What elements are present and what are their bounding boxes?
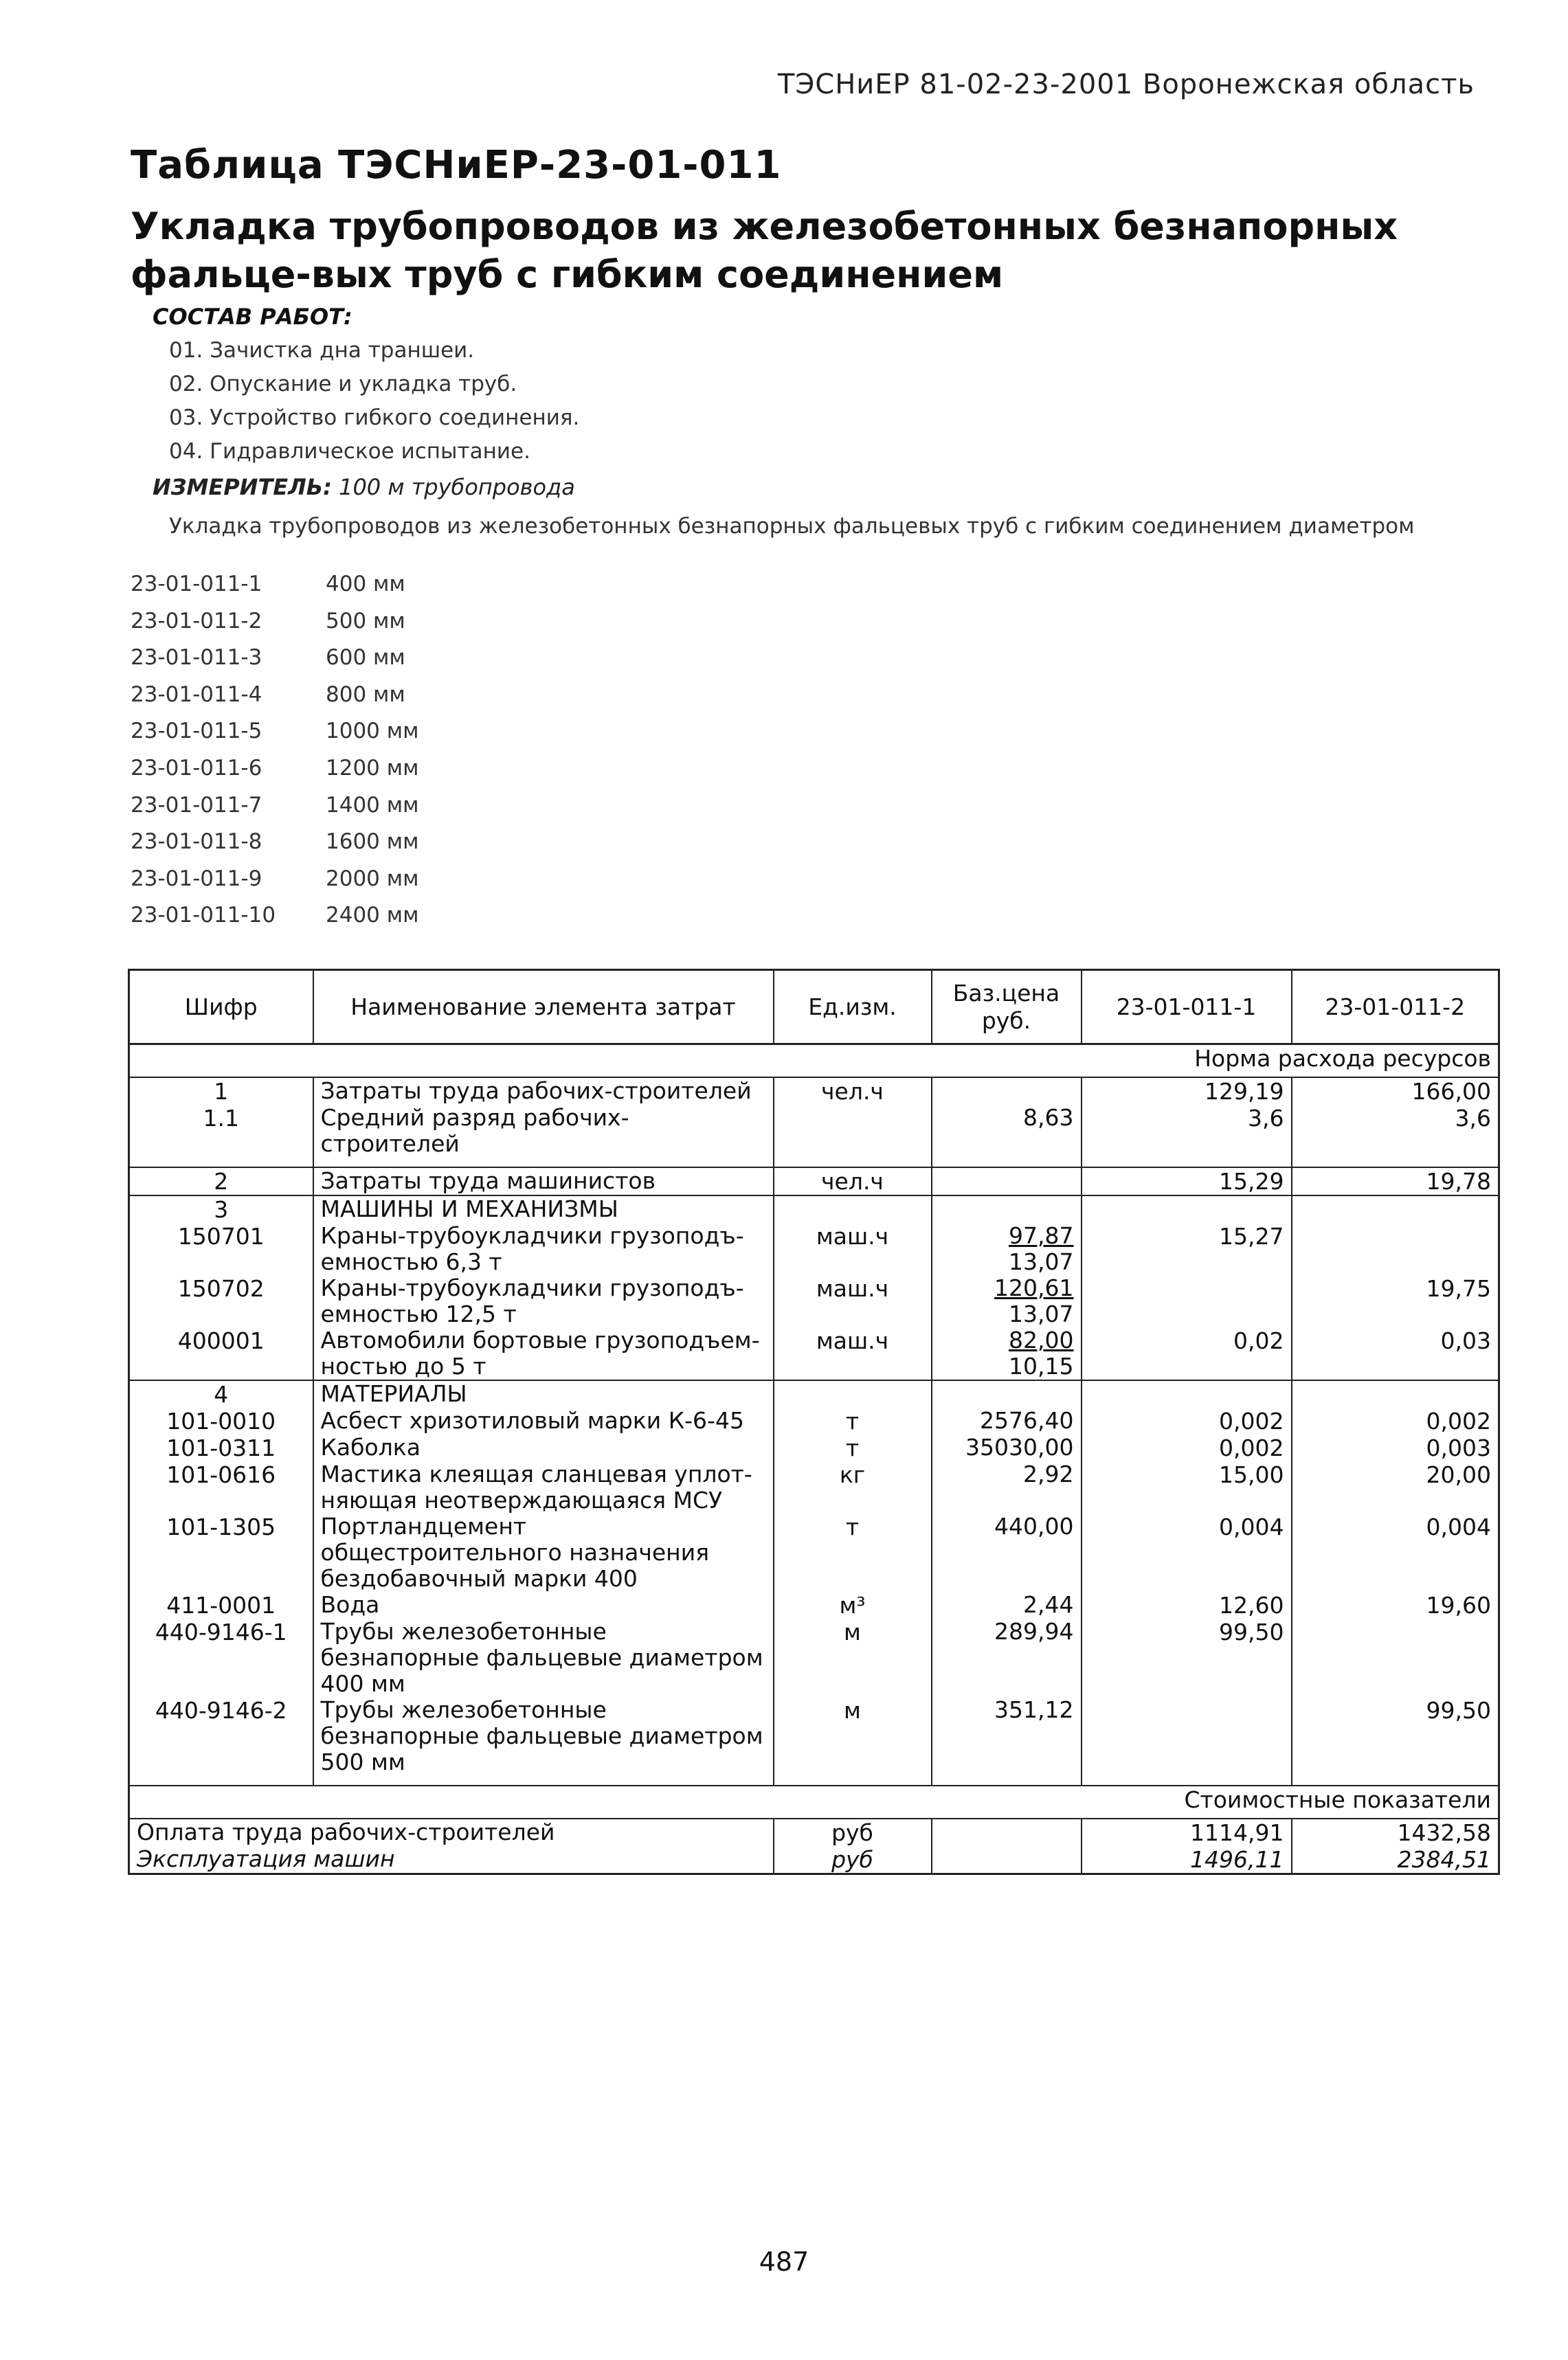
table-row — [129, 1195, 1499, 1223]
page-number: 487 — [759, 2247, 809, 2277]
variant-diameter: 1600 мм — [326, 829, 419, 855]
resource-unit: т — [774, 1408, 932, 1435]
variant-diameter: 1000 мм — [326, 719, 419, 744]
table-code-title: Таблица ТЭСНиЕР-23-01-011 — [131, 143, 782, 188]
resource-name: Трубы железобетонные безнапорные фальцевые диаметром 400 мм — [313, 1619, 774, 1697]
resource-name: Затраты труда рабочих-строителей — [313, 1077, 774, 1105]
resource-name: Автомобили бортовые грузоподъем-ностью до 5 т — [313, 1327, 774, 1380]
resource-price — [932, 1167, 1082, 1195]
resource-code: 440-9146-1 — [129, 1619, 313, 1697]
norm-variant-2: 0,002 — [1426, 1408, 1491, 1435]
header-unit: Ед.изм. — [774, 970, 932, 1044]
table-row — [129, 1697, 1499, 1775]
resource-code: 4 — [129, 1380, 313, 1408]
variant-code: 23-01-011-1 — [131, 572, 262, 596]
norm-variant-1: 0,002 — [1082, 1435, 1292, 1461]
resource-unit: кг — [774, 1461, 932, 1514]
resource-name: Краны-трубоукладчики грузоподъ-емностью 6,3 т — [313, 1223, 774, 1275]
norm-variant-1: 99,50 — [1082, 1619, 1292, 1697]
resource-name: МАШИНЫ И МЕХАНИЗМЫ — [313, 1195, 774, 1223]
work-item: 01. Зачистка дна траншеи. — [169, 338, 475, 363]
norm-variant-1 — [1082, 1697, 1292, 1775]
cost-unit: руб — [774, 1819, 932, 1846]
document-reference: ТЭСНиЕР 81-02-23-2001 Воронежская область — [777, 69, 1475, 100]
resource-unit: маш.ч — [774, 1223, 932, 1275]
resource-unit: маш.ч — [774, 1275, 932, 1327]
resource-code: 440-9146-2 — [129, 1697, 313, 1775]
resource-price: 35030,00 — [932, 1435, 1082, 1461]
work-item: 02. Опускание и укладка труб. — [169, 372, 517, 396]
spacer-cell — [1082, 1157, 1292, 1167]
norm-variant-2 — [1292, 1195, 1499, 1223]
cost-price — [932, 1819, 1082, 1846]
spacer-cell — [1082, 1775, 1292, 1786]
resource-unit: м — [774, 1619, 932, 1697]
header-code: Шифр — [129, 970, 313, 1044]
norm-variant-2: 0,003 — [1426, 1435, 1491, 1461]
spacer-row — [129, 1157, 1499, 1167]
cost-name: Оплата труда рабочих-строителей — [129, 1819, 774, 1846]
norm-variant-1: 3,6 — [1082, 1105, 1292, 1157]
table-row — [129, 1514, 1499, 1592]
variant-code: 23-01-011-7 — [131, 792, 262, 818]
resource-unit: м — [774, 1697, 932, 1775]
norm-variant-2: 3,6 — [1455, 1105, 1491, 1132]
resource-unit: чел.ч — [774, 1077, 932, 1105]
resource-price: 289,94 — [932, 1619, 1082, 1697]
resource-price: 2,92 — [932, 1461, 1082, 1514]
norm-variant-2 — [1292, 1223, 1499, 1275]
resource-price: 8,63 — [932, 1105, 1082, 1157]
variant-code: 23-01-011-10 — [131, 903, 276, 928]
work-item: 04. Гидравлическое испытание. — [169, 439, 530, 464]
spacer-row — [129, 1775, 1499, 1786]
table-row — [129, 1461, 1499, 1514]
norm-variant-1 — [1082, 1380, 1292, 1408]
norm-variant-1: 0,02 — [1082, 1327, 1292, 1380]
resource-code: 150701 — [129, 1223, 313, 1275]
norm-variant-1: 129,19 — [1082, 1077, 1292, 1105]
resource-unit: чел.ч — [774, 1167, 932, 1195]
norm-variant-1: 0,004 — [1082, 1514, 1292, 1592]
table-row — [129, 1435, 1499, 1461]
resource-code: 101-0311 — [129, 1435, 313, 1461]
machinist-wage: 13,07 — [1009, 1248, 1074, 1275]
spacer-cell — [1292, 1157, 1499, 1167]
resource-unit — [774, 1105, 932, 1157]
resource-name: Краны-трубоукладчики грузоподъ-емностью 12,5 т — [313, 1275, 774, 1327]
work-item: 03. Устройство гибкого соединения. — [169, 405, 580, 430]
resource-price: 2576,40 — [932, 1408, 1082, 1435]
variant-code: 23-01-011-4 — [131, 682, 262, 707]
norm-variant-1: 0,002 — [1082, 1408, 1292, 1435]
intro-text: Укладка трубопроводов из железобетонных безнапорных фальцевых труб с гибким соединением диаметром — [169, 514, 1415, 539]
norm-variant-2: 19,75 — [1426, 1275, 1491, 1302]
resource-price — [932, 1077, 1082, 1105]
resource-code: 101-0010 — [129, 1408, 313, 1435]
variant-code: 23-01-011-8 — [131, 829, 262, 855]
header-name: Наименование элемента затрат — [313, 970, 774, 1044]
norm-variant-2: 0,004 — [1426, 1514, 1491, 1540]
cost-unit: руб — [774, 1846, 932, 1874]
spacer-cell — [1292, 1775, 1499, 1786]
norm-variant-1 — [1082, 1275, 1292, 1327]
variant-diameter: 600 мм — [326, 645, 405, 671]
machinist-wage: 10,15 — [1009, 1353, 1074, 1380]
variant-diameter: 800 мм — [326, 682, 405, 707]
norm-variant-1: 15,29 — [1082, 1167, 1292, 1195]
norm-variant-1: 15,27 — [1082, 1223, 1292, 1275]
resource-code: 101-0616 — [129, 1461, 313, 1514]
table-row — [129, 1167, 1499, 1195]
spacer-cell — [313, 1775, 774, 1786]
variant-diameter: 500 мм — [326, 608, 405, 633]
resource-code: 101-1305 — [129, 1514, 313, 1592]
resource-code: 3 — [129, 1195, 313, 1223]
machine-price: 120,61 — [994, 1274, 1074, 1301]
norm-variant-2: 166,00 — [1411, 1078, 1491, 1105]
resource-unit — [774, 1380, 932, 1408]
resource-unit — [774, 1195, 932, 1223]
table-row — [129, 1077, 1499, 1105]
spacer-cell — [932, 1775, 1082, 1786]
table-header-row — [129, 970, 1499, 1044]
variant-diameter: 1400 мм — [326, 792, 419, 818]
cost-banner-text: Стоимостные показатели — [129, 1786, 1499, 1819]
resource-name: Портландцемент общестроительного назначения бездобавочный марки 400 — [313, 1514, 774, 1592]
spacer-cell — [129, 1775, 313, 1786]
cost-name: Эксплуатация машин — [129, 1846, 774, 1874]
resource-table — [128, 969, 1500, 1875]
norm-variant-1: 15,00 — [1082, 1461, 1292, 1514]
cost-variant-2: 1432,58 — [1397, 1819, 1491, 1846]
header-variant-1: 23-01-011-1 — [1082, 970, 1292, 1044]
norm-variant-1 — [1082, 1195, 1292, 1223]
variant-diameter: 2000 мм — [326, 866, 419, 891]
measurer-label: ИЗМЕРИТЕЛЬ: — [153, 474, 332, 500]
table-row — [129, 1592, 1499, 1619]
cost-row — [129, 1819, 1499, 1846]
resource-name: Затраты труда машинистов — [313, 1167, 774, 1195]
work-composition-label: СОСТАВ РАБОТ: — [153, 304, 352, 330]
resource-price: 440,00 — [932, 1514, 1082, 1592]
resource-name: Вода — [313, 1592, 774, 1619]
variant-diameter: 2400 мм — [326, 903, 419, 928]
norm-variant-2: 19,60 — [1426, 1592, 1491, 1619]
norm-variant-1: 12,60 — [1082, 1592, 1292, 1619]
norm-banner — [129, 1044, 1499, 1078]
resource-price — [932, 1195, 1082, 1223]
table-row — [129, 1223, 1499, 1275]
variant-code: 23-01-011-2 — [131, 608, 262, 633]
resource-name: Трубы железобетонные безнапорные фальцевые диаметром 500 мм — [313, 1697, 774, 1775]
resource-unit: маш.ч — [774, 1327, 932, 1380]
cost-price — [932, 1846, 1082, 1874]
resource-code: 2 — [129, 1167, 313, 1195]
table-row — [129, 1619, 1499, 1697]
norm-variant-2 — [1292, 1619, 1499, 1697]
table-row — [129, 1327, 1499, 1380]
resource-price — [932, 1275, 1082, 1327]
header-variant-2: 23-01-011-2 — [1292, 970, 1499, 1044]
resource-name: Мастика клеящая сланцевая уплот-няющая неотверждающаяся МСУ — [313, 1461, 774, 1514]
spacer-cell — [774, 1775, 932, 1786]
cost-variant-1: 1496,11 — [1082, 1846, 1292, 1874]
resource-code: 150702 — [129, 1275, 313, 1327]
resource-unit: т — [774, 1435, 932, 1461]
cost-row — [129, 1846, 1499, 1874]
spacer-cell — [129, 1157, 313, 1167]
resource-name: Асбест хризотиловый марки К-6-45 — [313, 1408, 774, 1435]
variant-code: 23-01-011-5 — [131, 719, 262, 744]
machine-price: 97,87 — [1009, 1222, 1074, 1249]
spacer-cell — [313, 1157, 774, 1167]
spacer-cell — [774, 1157, 932, 1167]
table-row — [129, 1105, 1499, 1157]
resource-price: 2,44 — [932, 1592, 1082, 1619]
header-price: Баз.цена руб. — [932, 970, 1082, 1044]
variant-code: 23-01-011-9 — [131, 866, 262, 891]
spacer-cell — [932, 1157, 1082, 1167]
resource-unit: т — [774, 1514, 932, 1592]
norm-banner-text: Норма расхода ресурсов — [129, 1044, 1499, 1078]
cost-banner — [129, 1786, 1499, 1819]
machine-price: 82,00 — [1009, 1327, 1074, 1353]
resource-price — [932, 1380, 1082, 1408]
measurer-value: 100 м трубопровода — [339, 474, 575, 500]
resource-name: Каболка — [313, 1435, 774, 1461]
norm-variant-2: 19,78 — [1292, 1167, 1499, 1195]
resource-name: МАТЕРИАЛЫ — [313, 1380, 774, 1408]
resource-code: 1 — [129, 1077, 313, 1105]
resource-code: 1.1 — [129, 1105, 313, 1157]
resource-code: 400001 — [129, 1327, 313, 1380]
norm-variant-2 — [1292, 1380, 1499, 1408]
resource-unit: м³ — [774, 1592, 932, 1619]
norm-variant-2: 99,50 — [1426, 1697, 1491, 1724]
resource-name: Средний разряд рабочих-строителей — [313, 1105, 774, 1157]
norm-variant-2: 0,03 — [1440, 1327, 1491, 1354]
variant-code: 23-01-011-6 — [131, 756, 262, 780]
table-row — [129, 1380, 1499, 1408]
norm-variant-2: 20,00 — [1426, 1461, 1491, 1488]
cost-variant-2: 2384,51 — [1397, 1846, 1491, 1873]
variant-code: 23-01-011-3 — [131, 645, 262, 671]
resource-price: 351,12 — [932, 1697, 1082, 1775]
page-title: Укладка трубопроводов из железобетонных безнапорных фальце-вых труб с гибким соединением — [131, 205, 1398, 296]
table-row — [129, 1408, 1499, 1435]
resource-code: 411-0001 — [129, 1592, 313, 1619]
table-row — [129, 1275, 1499, 1327]
machinist-wage: 13,07 — [1009, 1301, 1074, 1327]
variant-diameter: 400 мм — [326, 572, 405, 596]
resource-price — [932, 1327, 1082, 1380]
cost-variant-1: 1114,91 — [1082, 1819, 1292, 1846]
measurer — [153, 474, 575, 500]
table-body — [129, 1044, 1499, 1874]
variant-diameter: 1200 мм — [326, 756, 419, 780]
resource-price — [932, 1223, 1082, 1275]
